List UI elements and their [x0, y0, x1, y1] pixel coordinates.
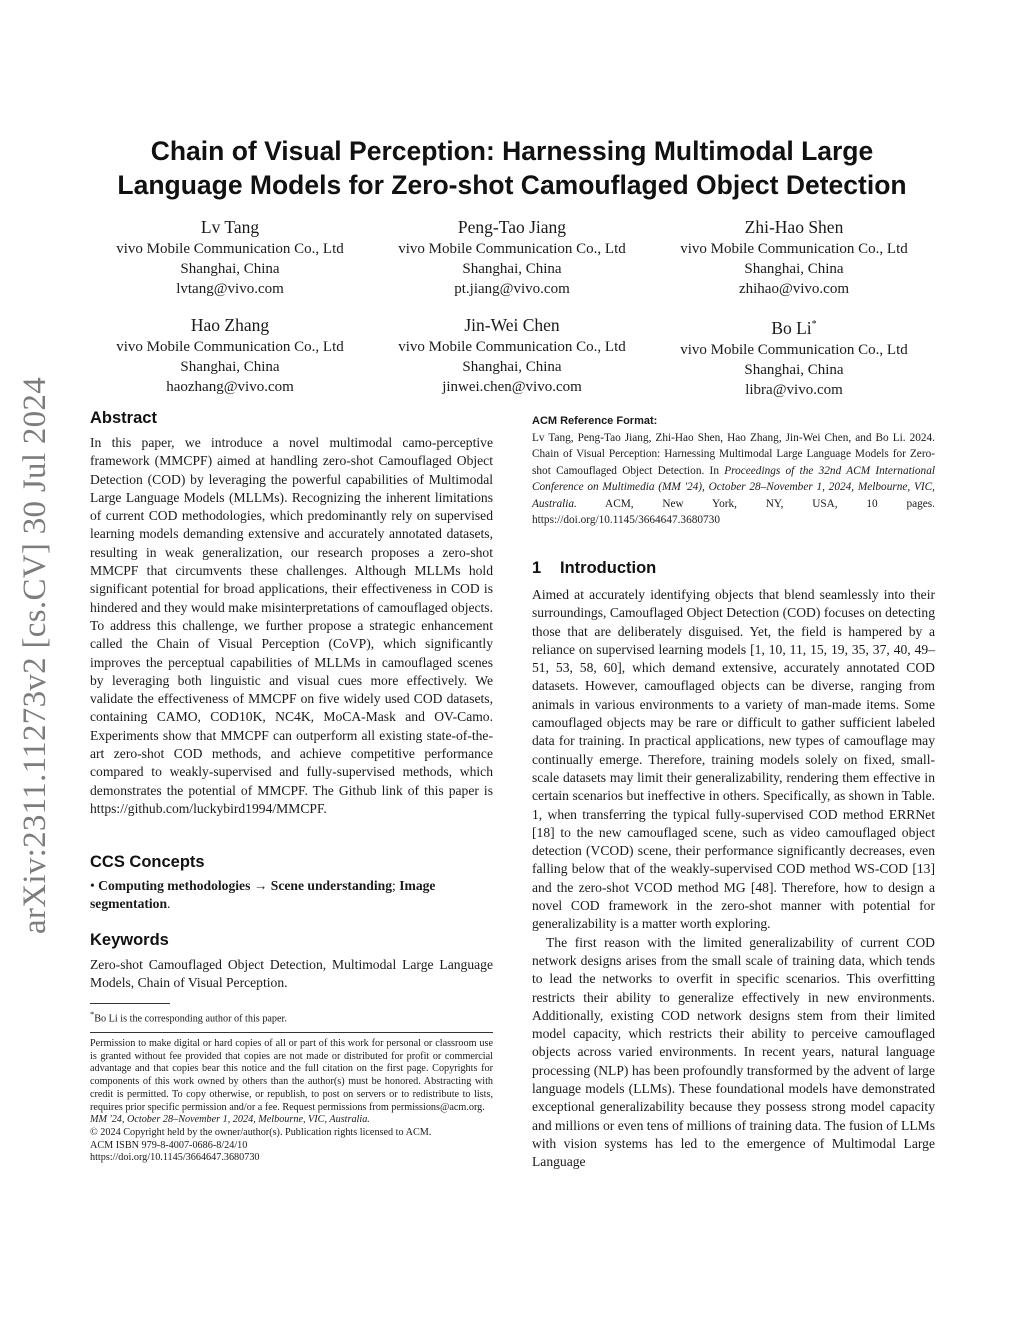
author-name: Lv Tang — [200, 217, 260, 237]
footnote-divider — [90, 1003, 170, 1004]
introduction-heading — [532, 558, 935, 578]
paper-title — [90, 134, 934, 202]
acm-reference-publisher: ACM, New York, NY, USA, 10 pages. https://doi.org/10.1145/3664647.3680730 — [532, 497, 935, 527]
author-email[interactable]: libra@vivo.com — [745, 381, 843, 398]
ccs-section — [90, 852, 493, 914]
ccs-bullet: • — [90, 878, 95, 893]
paper-title-line-2: Language Models for Zero-shot Camouflaged Object Detection — [117, 170, 907, 200]
abstract-text: In this paper, we introduce a novel multimodal camo-perceptive framework (MMCPF) aimed at handling zero-shot Camouflaged Object Detection (COD) by leveraging the powerful capabilities of Multimodal Large Language Models (MLLMs). Recognizing the inherent limitations of current COD methodologies, which predominantly rely on supervised learning models demanding extensive and accurately annotated datasets, resulting in weak generalization, our research proposes a zero-shot MMCPF that circumvents these challenges. Although MLLMs hold significant potential for broad applications, their effectiveness in COD is hindered and they would make misinterpretations of camouflaged objects. To address this challenge, we further propose a strategic enhancement called the Chain of Visual Perception (CoVP), which significantly improves the perceptual capabilities of MLLMs in camouflaged scenes by leveraging both linguistic and visual cues more effectively. We validate the effectiveness of MMCPF on five widely used COD datasets, containing CAMO, COD10K, NC4K, MoCA-Mask and OV-Camo. Experiments show that MMCPF can outperform all existing state-of-the-art zero-shot COD methods, and achieve competitive performance compared to weakly-supervised and fully-supervised methods, which demonstrates the potential of MMCPF. The Github link of this paper is https://github.com/luckybird1994/MMCPF. — [90, 435, 493, 816]
conference-info: MM '24, October 28–November 1, 2024, Melbourne, VIC, Australia. — [90, 1114, 370, 1126]
author-name: Bo Li — [771, 317, 812, 338]
ccs-end: . — [167, 896, 171, 912]
author-affiliation: vivo Mobile Communication Co., Ltd — [398, 241, 626, 257]
author-name: Jin-Wei Chen — [464, 315, 560, 335]
author-name: Peng-Tao Jiang — [457, 217, 567, 237]
ccs-separator: ; — [392, 878, 396, 893]
author-affiliation: vivo Mobile Communication Co., Ltd — [398, 339, 626, 355]
permission-divider — [90, 1032, 493, 1033]
arxiv-identifier: arXiv:2311.11273v2 [cs.CV] 30 Jul 2024 — [17, 376, 54, 934]
acm-reference-text — [532, 430, 935, 528]
introduction-paragraph-1: Aimed at accurately identifying objects that blend seamlessly into their surroundings, Camouflaged Object Detection (COD) focuses on detecting those that are deliberately disguised. Yet, the field is hampered by a reliance on supervised learning models [1, 10, 11, 15, 19, 35, 37, 40, 49–51, 53, 58, 60], which demand extensive, accurately annotated COD datasets. However, camouflaged objects can be diverse, ranging from animals in various environments to a variety of man-made items. Some camouflaged objects may be rare or difficult to gather sufficient labeled data for training. In practical applications, new types of camouflage may continually emerge. Therefore, training models solely on fixed, small-scale datasets may limit their generalizability, rendering them effective in certain scenarios but ineffective in others. Specifically, as shown in Table. 1, when transferring the typical fully-supervised COD method ERRNet [18] to the new camouflaged scene, such as video camouflaged object detection (VCOD) scene, their performance significantly decreases, even falling below that of the weakly-supervised COD method WS-COD [13] and the zero-shot VCOD method MG [48]. Therefore, how to design a novel COD framework in the zero-shot manner with potential for generalizability is a matter worth exploring. — [532, 587, 935, 932]
abstract-heading: Abstract — [90, 409, 157, 427]
author-email[interactable]: jinwei.chen@vivo.com — [442, 379, 582, 395]
ccs-category: Computing methodologies — [98, 878, 251, 893]
acm-reference-heading: ACM Reference Format: — [532, 415, 658, 427]
author-name: Hao Zhang — [190, 315, 270, 335]
section-title: Introduction — [560, 559, 657, 577]
doi-link[interactable]: https://doi.org/10.1145/3664647.3680730 — [90, 1152, 260, 1164]
keywords-text: Zero-shot Camouflaged Object Detection, Multimodal Large Language Models, Chain of Visual Perception. — [90, 957, 493, 991]
permission-text: Permission to make digital or hard copies of all or part of this work for personal or classroom use is granted without fee provided that copies are not made or distributed for profit or commercial advantage and that copies bear this notice and the full citation on the first page. Copyrights for components of this work owned by others than the author(s) must be honored. Abstracting with credit is permitted. To copy otherwise, or republish, to post on servers or to redistribute to lists, requires prior specific permission and/or a fee. Request permissions from permissions@acm.org. — [90, 1038, 493, 1113]
author-affiliation: vivo Mobile Communication Co., Ltd — [680, 341, 908, 358]
keywords-section — [90, 930, 493, 993]
acm-reference-section — [532, 414, 935, 528]
author-name: Zhi-Hao Shen — [744, 217, 844, 237]
author-block — [95, 314, 365, 400]
author-location: Shanghai, China — [462, 261, 562, 277]
author-affiliation: vivo Mobile Communication Co., Ltd — [680, 241, 908, 257]
author-affiliation: vivo Mobile Communication Co., Ltd — [116, 339, 344, 355]
introduction-section — [532, 558, 935, 1172]
acm-reference-venue: Proceedings of the 32nd ACM International Conference on Multimedia (MM '24), October 28–November 1, 2024, Melbourne, VIC, Australia. — [532, 464, 935, 510]
author-block — [377, 216, 647, 299]
corresponding-author-mark: * — [811, 319, 817, 330]
arxiv-sidebar — [10, 365, 62, 945]
author-block — [377, 314, 647, 400]
author-email[interactable]: pt.jiang@vivo.com — [454, 281, 570, 297]
footnote-mark: * — [90, 1009, 95, 1019]
author-email[interactable]: zhihao@vivo.com — [738, 281, 850, 297]
keywords-heading: Keywords — [90, 931, 169, 949]
permission-block — [90, 1038, 493, 1165]
ccs-concept-entry — [90, 877, 493, 914]
author-email[interactable]: lvtang@vivo.com — [176, 281, 284, 297]
author-row-1 — [95, 216, 929, 299]
abstract-section — [90, 408, 493, 818]
acm-reference-citation: Lv Tang, Peng-Tao Jiang, Zhi-Hao Shen, Hao Zhang, Jin-Wei Chen, and Bo Li. 2024. Chain of Visual Perception: Harnessing Multimodal Large Language Models for Zero-shot Camouflaged Object Detection. In — [532, 432, 935, 477]
author-location: Shanghai, China — [462, 359, 562, 375]
section-number: 1 — [532, 559, 542, 577]
footnote-text: Bo Li is the corresponding author of this paper. — [94, 1013, 287, 1025]
author-block — [95, 216, 365, 299]
author-block — [659, 216, 929, 299]
author-block — [659, 314, 929, 400]
author-location: Shanghai, China — [744, 361, 844, 378]
author-email[interactable]: haozhang@vivo.com — [166, 379, 294, 395]
copyright-notice: © 2024 Copyright held by the owner/author(s). Publication rights licensed to ACM. — [90, 1126, 432, 1138]
footnote — [90, 1008, 493, 1026]
author-location: Shanghai, China — [744, 261, 844, 277]
ccs-heading: CCS Concepts — [90, 853, 205, 871]
author-location: Shanghai, China — [180, 359, 280, 375]
ccs-concept-2: Image segmentation — [90, 878, 436, 912]
author-row-2 — [95, 314, 929, 400]
author-affiliation: vivo Mobile Communication Co., Ltd — [116, 241, 344, 257]
ccs-concept-1: Scene understanding — [270, 878, 393, 893]
ccs-arrow: → — [253, 878, 268, 893]
introduction-body — [532, 586, 935, 1172]
acm-isbn: ACM ISBN 979-8-4007-0686-8/24/10 — [90, 1139, 248, 1151]
introduction-paragraph-2: The first reason with the limited generalizability of current COD network designs arises from the small scale of training data, which tends to lead the networks to overfit in specific scenarios. This overfitting restricts their ability to generalize effectively in new environments. Additionally, existing COD network designs stem from their limited model capacity, which restricts their ability to perceive camouflaged objects across varied environments. In recent years, natural language processing (NLP) has been profoundly transformed by the advent of large language models (LLMs). These foundational models have demonstrated exceptional generalizability because they possess strong model capacity and millions or even tens of millions of training data. The fusion of LLMs with vision systems has led to the emergence of Multimodal Large Language — [532, 934, 935, 1170]
author-location: Shanghai, China — [180, 261, 280, 277]
paper-title-line-1: Chain of Visual Perception: Harnessing Multimodal Large — [150, 136, 874, 166]
